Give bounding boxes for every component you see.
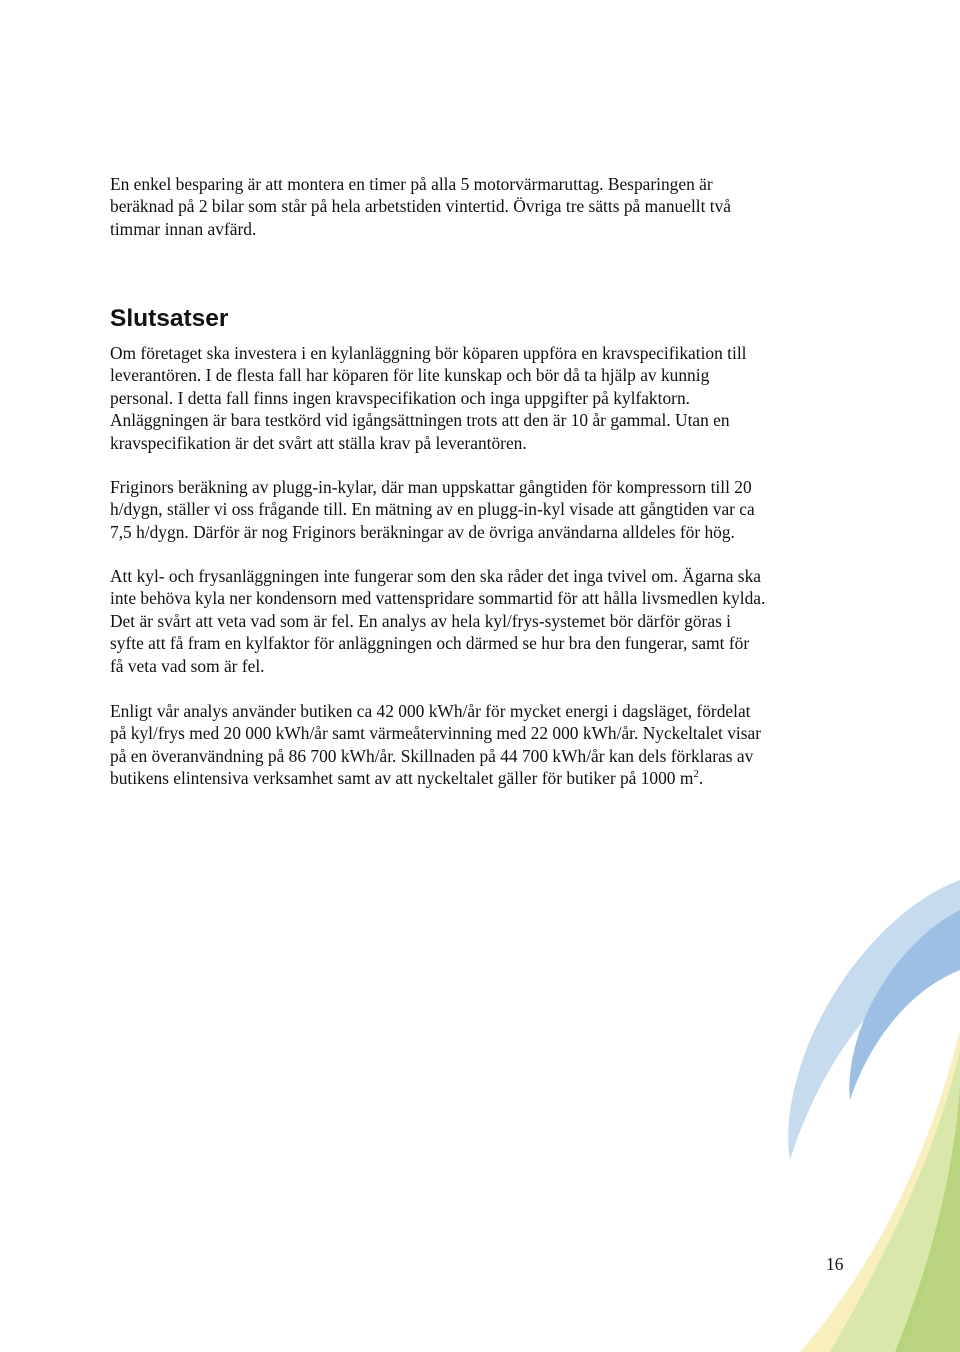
intro-paragraph <box>110 173 850 240</box>
intro-line: timmar innan avfärd. <box>110 218 257 239</box>
paragraph-line: Att kyl- och frysanläggningen inte fungerar som den ska råder det inga tvivel om. Ägarna ska <box>110 566 761 586</box>
paragraph-line: personal. I detta fall finns ingen kravspecifikation och inga uppgifter på kylfaktorn. <box>110 387 690 408</box>
paragraph-line: Enligt vår analys använder butiken ca 42 000 kWh/år för mycket energi i dagsläget, fördelat <box>110 701 751 721</box>
paragraph-last-line-text: butikens elintensiva verksamhet samt av att nyckeltalet gäller för butiker på 1000 m <box>110 768 694 789</box>
paragraph-kyl-frys <box>110 565 850 677</box>
intro-line: beräknad på 2 bilar som står på hela arbetstiden vintertid. Övriga tre sätts på manuellt två <box>110 196 732 217</box>
paragraph-last-line-end: . <box>698 768 704 789</box>
paragraph-line: leverantören. I de flesta fall har köparen för lite kunskap och bör då ta hjälp av kunnig <box>110 365 710 386</box>
paragraph-line: på kyl/frys med 20 000 kWh/år samt värmeåtervinning med 22 000 kWh/år. Nyckeltalet visar <box>110 723 762 744</box>
paragraph-line: 7,5 h/dygn. Därför är nog Friginors beräkningar av de övriga användarna alldeles för hög. <box>110 521 735 542</box>
paragraph-analys <box>110 700 850 790</box>
paragraph-line: kravspecifikation är det svårt att ställa krav på leverantören. <box>110 432 527 453</box>
section-heading: Slutsatser <box>110 305 229 332</box>
paragraph-line: syfte att få fram en kylfaktor för anläggningen och därmed se hur bra den fungerar, samt för <box>110 633 750 654</box>
paragraph-line: på en överanvändning på 86 700 kWh/år. Skillnaden på 44 700 kWh/år kan dels förklaras av <box>110 745 754 766</box>
paragraph-line: h/dygn, ställer vi oss frågande till. En mätning av en plugg-in-kyl visade att gångtiden var ca <box>110 499 755 520</box>
superscript-exponent: 2 <box>693 768 699 781</box>
paragraph-kravspecifikation <box>110 342 850 454</box>
paragraph-line: Anläggningen är bara testkörd vid igångsättningen trots att den är 10 år gammal. Utan en <box>110 410 730 431</box>
paragraph-last-line <box>110 767 850 789</box>
paragraph-friginor <box>110 476 850 543</box>
paragraph-line: Friginors beräkning av plugg-in-kylar, där man uppskattar gångtiden för kompressorn till 20 <box>110 477 752 497</box>
intro-line: En enkel besparing är att montera en timer på alla 5 motorvärmaruttag. Besparingen är <box>110 174 713 194</box>
page-number: 16 <box>826 1254 844 1274</box>
paragraph-line: Om företaget ska investera i en kylanläggning bör köparen uppföra en kravspecifikation till <box>110 343 747 363</box>
paragraph-line: Det är svårt att veta vad som är fel. En analys av hela kyl/frys-systemet bör därför göras i <box>110 610 732 631</box>
paragraph-line: inte behöva kyla ner kondensorn med vattenspridare sommartid för att hålla livsmedlen kylda. <box>110 588 766 609</box>
paragraph-line: få veta vad som är fel. <box>110 655 265 676</box>
